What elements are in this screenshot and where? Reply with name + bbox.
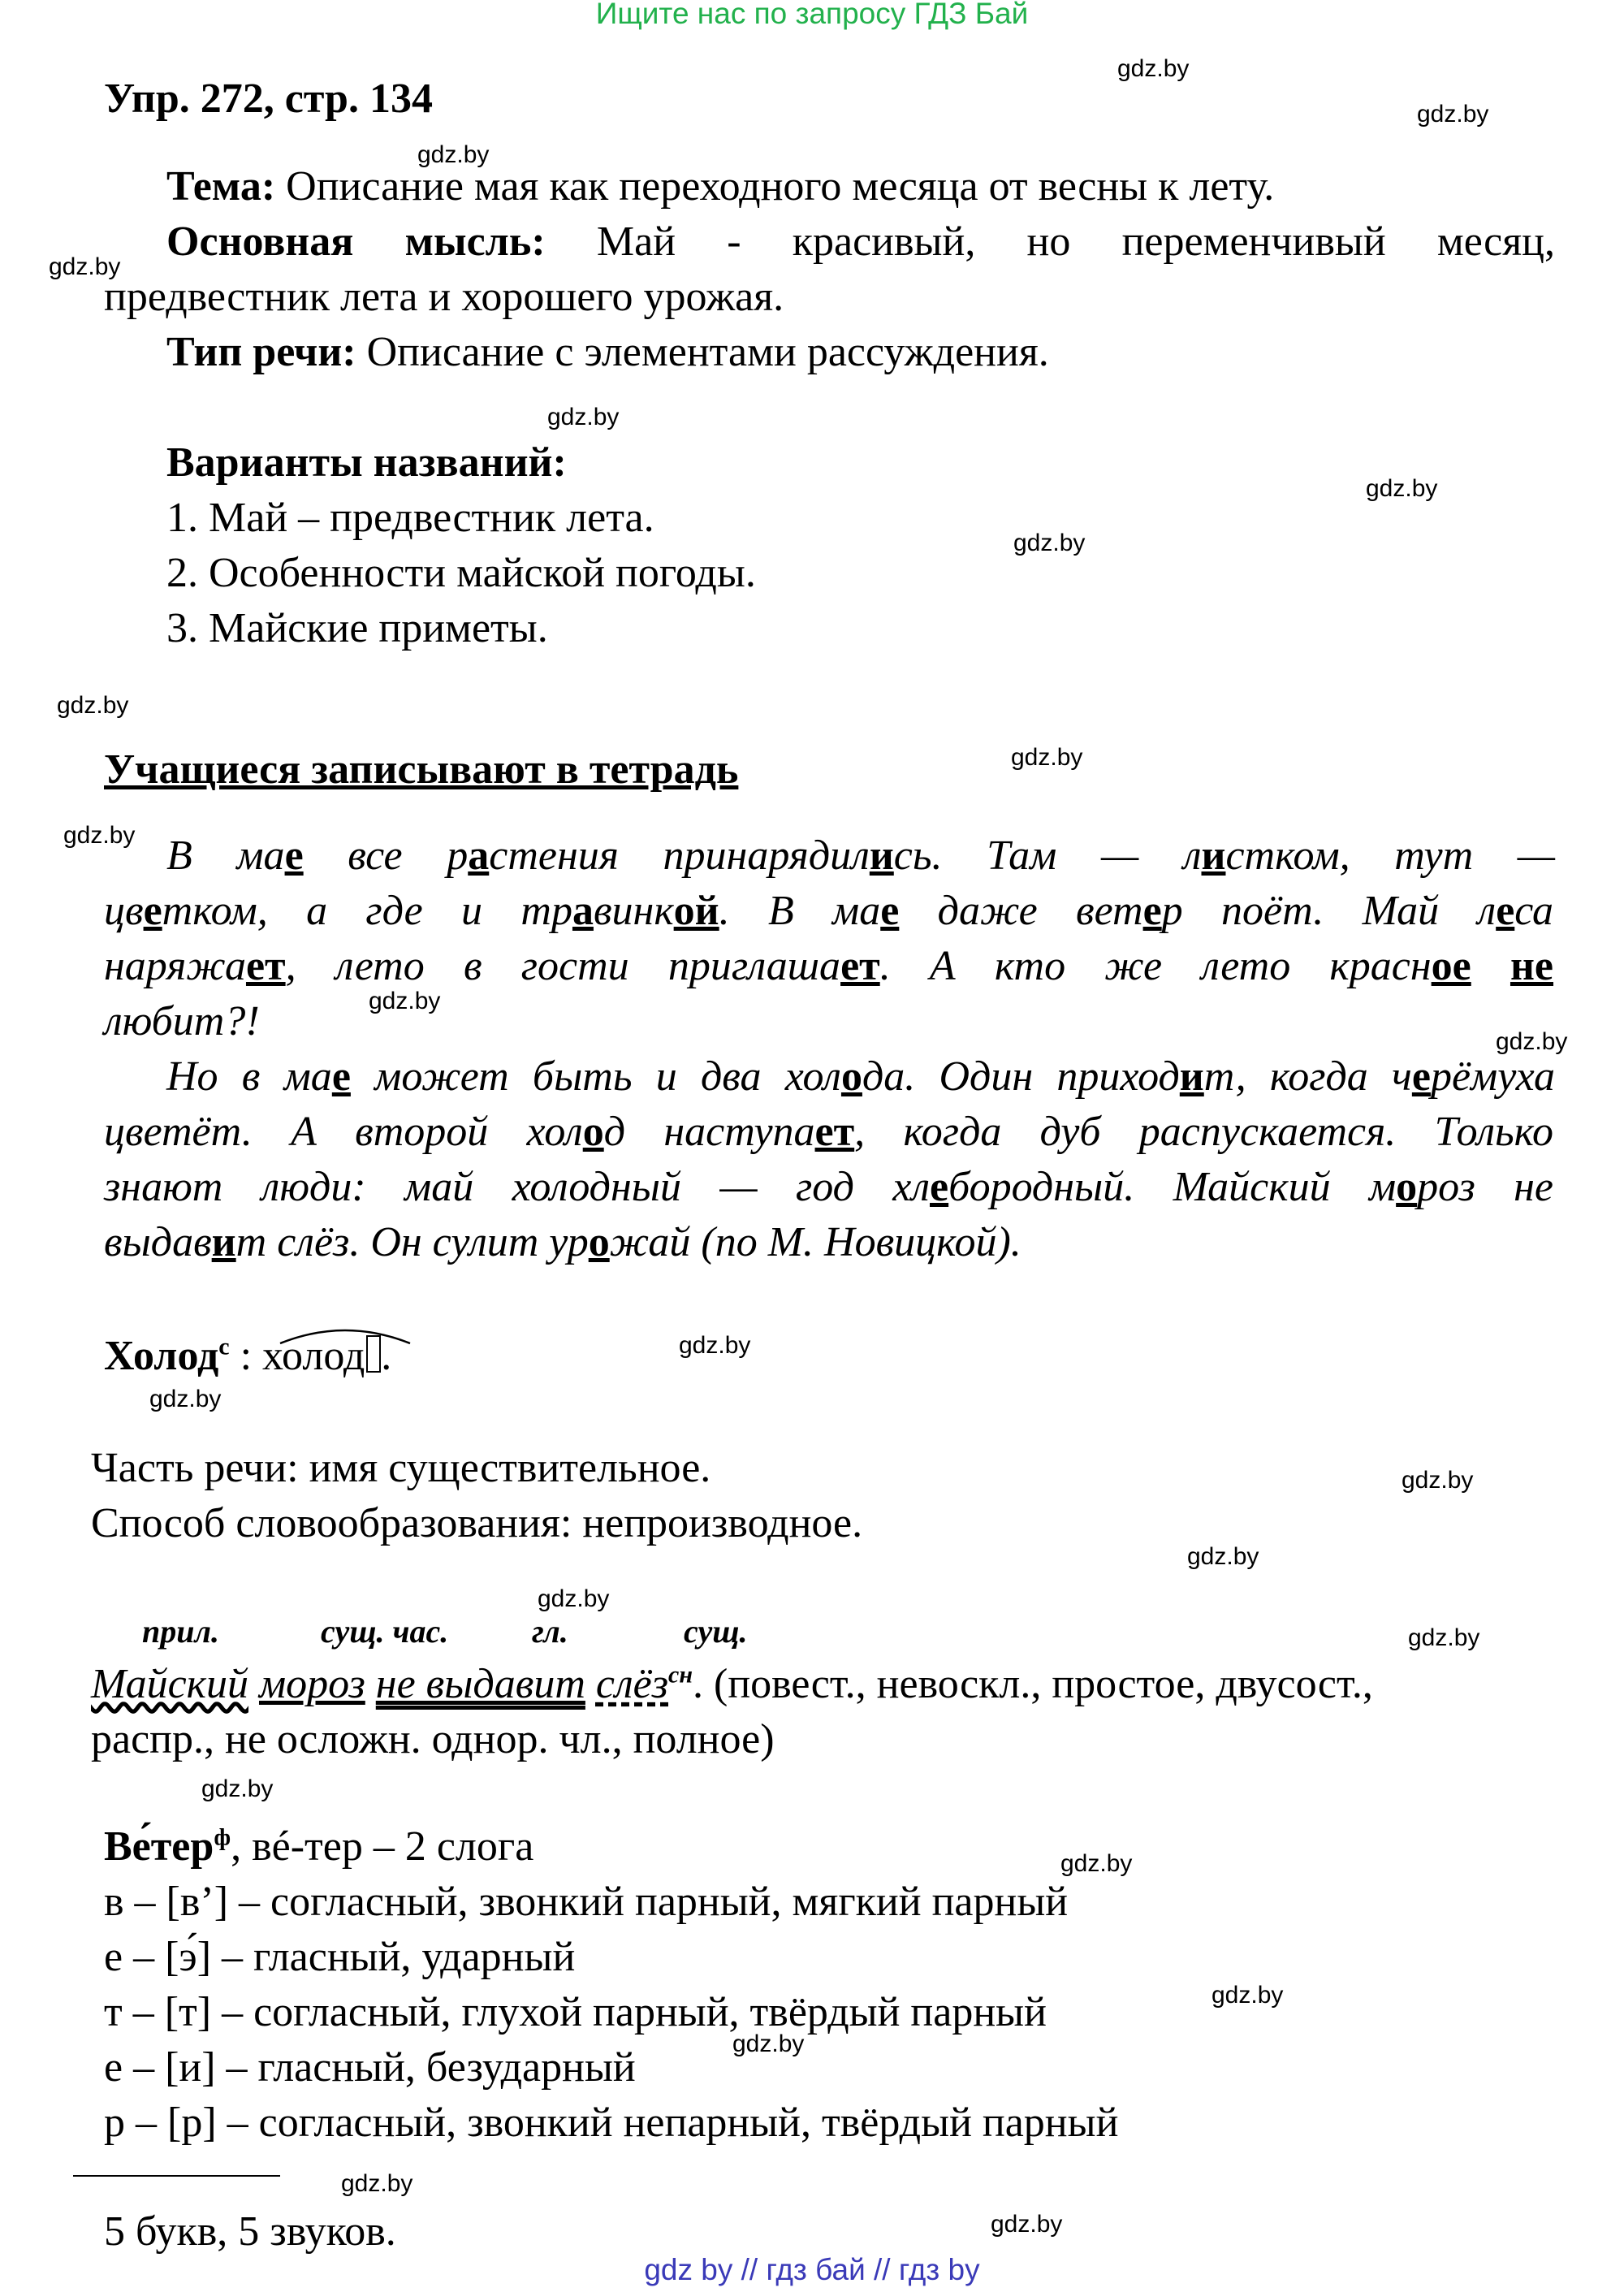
pos-tag: сущ. bbox=[684, 1613, 748, 1650]
title-variant: 2. Особенности майской погоды. bbox=[166, 550, 756, 596]
title-variant: 1. Май – предвестник лета. bbox=[166, 495, 654, 541]
spelling-mark: а bbox=[572, 888, 594, 934]
watermark: gdz.by bbox=[149, 1386, 222, 1412]
theme-text: Описание мая как переходного месяца от весны к лету. bbox=[275, 163, 1275, 210]
watermark: gdz.by bbox=[679, 1332, 751, 1359]
watermark: gdz.by bbox=[63, 822, 136, 849]
watermark: gdz.by bbox=[57, 692, 129, 719]
part-of-speech: Часть речи: имя существительное. bbox=[91, 1445, 711, 1491]
main-idea-label: Основная мысль: bbox=[166, 218, 546, 265]
analysis-sup: с bbox=[218, 1333, 230, 1360]
spelling-mark: и bbox=[869, 832, 894, 879]
spelling-mark: е bbox=[1142, 888, 1162, 934]
theme-line bbox=[166, 162, 1274, 210]
pos-tag: прил. bbox=[142, 1613, 220, 1650]
pos-tag: гл. bbox=[532, 1613, 568, 1650]
spelling-mark: о bbox=[840, 1053, 862, 1100]
spelling-mark: и bbox=[211, 1219, 236, 1265]
watermark: gdz.by bbox=[1013, 530, 1086, 556]
watermark: gdz.by bbox=[369, 988, 441, 1014]
spelling-mark: ое bbox=[1431, 943, 1471, 989]
watermark: gdz.by bbox=[1187, 1543, 1259, 1570]
watermark: gdz.by bbox=[1417, 101, 1489, 128]
title-variant: 3. Майские приметы. bbox=[166, 605, 548, 651]
spelling-mark: е bbox=[1496, 888, 1515, 934]
syntax-sentence: Майский мороз не выдавит слёз$^{сн}$. (повест., невоскл., простое, двусост., bbox=[91, 1661, 1373, 1707]
phonetic-row: в – [в’] – согласный, звонкий парный, мягкий парный bbox=[104, 1879, 1069, 1925]
bottom-banner: gdz by // гдз бай // гдз by bbox=[644, 2253, 980, 2286]
title-variants-heading: Варианты названий: bbox=[166, 439, 567, 486]
watermark: gdz.by bbox=[1408, 1624, 1480, 1651]
main-idea-text: Май - красивый, но переменчивый месяц, bbox=[545, 218, 1555, 265]
dictation-line: наряжает, лето в гости приглашает. А кто же лето красное не bbox=[104, 943, 1554, 989]
watermark: gdz.by bbox=[201, 1775, 274, 1802]
dictation-line: цветёт. А второй холод наступает, когда дуб распускается. Только bbox=[104, 1109, 1553, 1155]
main-idea-line bbox=[166, 218, 1555, 266]
watermark: gdz.by bbox=[417, 141, 490, 168]
dictation-line: любит?! bbox=[104, 998, 260, 1044]
watermark: gdz.by bbox=[1117, 55, 1190, 82]
phonetic-header: Ве́тер$^ф$, вé-тер – 2 слога bbox=[104, 1823, 534, 1870]
root-word: холод bbox=[262, 1333, 365, 1379]
sentence-sup: сн bbox=[668, 1661, 693, 1689]
phonetic-summary: 5 букв, 5 звуков. bbox=[104, 2208, 396, 2255]
speech-type-label: Тип речи: bbox=[166, 329, 356, 375]
dictation-line: цветком, а где и травинкой. В мае даже ветер поёт. Май леса bbox=[104, 888, 1554, 934]
spelling-mark: е bbox=[284, 832, 304, 879]
dictation-line: Но в мае может быть и два холода. Один приходит, когда черёмуха bbox=[166, 1053, 1556, 1100]
formation-method: Способ словообразования: непроизводное. bbox=[91, 1500, 863, 1546]
spelling-mark: и bbox=[1179, 1053, 1204, 1100]
watermark: gdz.by bbox=[547, 404, 620, 430]
spelling-mark: ет bbox=[840, 943, 880, 989]
spelling-mark: ет bbox=[245, 943, 286, 989]
spelling-mark: не bbox=[1510, 943, 1554, 989]
watermark: gdz.by bbox=[1011, 744, 1083, 771]
watermark: gdz.by bbox=[1402, 1467, 1474, 1494]
notebook-heading: Учащиеся записывают в тетрадь bbox=[104, 746, 739, 793]
watermark: gdz.by bbox=[1496, 1028, 1568, 1055]
phonetic-row: е – [э́] – гласный, ударный bbox=[104, 1934, 576, 1980]
spelling-mark: ет bbox=[814, 1109, 855, 1155]
syntax-sentence-continuation: распр., не осложн. однор. чл., полное) bbox=[91, 1716, 775, 1762]
top-banner: Ищите нас по запросу ГДЗ Бай bbox=[595, 0, 1029, 30]
phonetic-row: е – [и] – гласный, безударный bbox=[104, 2044, 636, 2091]
spelling-mark: а bbox=[468, 832, 490, 879]
spelling-mark: и bbox=[1201, 832, 1226, 879]
dictation-line: знают люди: май холодный — год хлебородный. Майский мороз не bbox=[104, 1164, 1553, 1210]
phonetic-row: т – [т] – согласный, глухой парный, твёрдый парный bbox=[104, 1989, 1047, 2035]
sentence-word-subject: мороз bbox=[258, 1661, 365, 1707]
analysis-word: Холод bbox=[104, 1333, 219, 1379]
spelling-mark: е bbox=[1411, 1053, 1431, 1100]
watermark: gdz.by bbox=[341, 2170, 413, 2197]
watermark: gdz.by bbox=[538, 1585, 610, 1612]
spelling-mark: о bbox=[582, 1109, 604, 1155]
spelling-mark: е bbox=[143, 888, 162, 934]
speech-type-line bbox=[166, 328, 1049, 376]
phonetic-word: Ве́тер bbox=[104, 1823, 214, 1870]
watermark: gdz.by bbox=[732, 2030, 805, 2057]
spelling-mark: е bbox=[930, 1164, 949, 1210]
main-idea-continuation: предвестник лета и хорошего урожая. bbox=[104, 274, 784, 320]
speech-type-text: Описание с элементами рассуждения. bbox=[356, 329, 1049, 375]
spelling-mark: о bbox=[588, 1219, 610, 1265]
spelling-mark: ой bbox=[673, 888, 719, 934]
spelling-mark: е bbox=[880, 888, 900, 934]
watermark: gdz.by bbox=[1366, 475, 1438, 502]
morpheme-analysis: Холод$^с$ : холод . bbox=[104, 1333, 392, 1379]
phonetic-sup: ф bbox=[214, 1823, 231, 1851]
sentence-word-predicate: не выдавит bbox=[375, 1661, 585, 1707]
watermark: gdz.by bbox=[49, 253, 121, 280]
watermark: gdz.by bbox=[1060, 1850, 1133, 1877]
sentence-word-attr: Майский bbox=[91, 1661, 248, 1707]
sentence-word-object: слёз bbox=[595, 1661, 669, 1707]
dictation-line: В мае все растения принарядились. Там — листком, тут — bbox=[166, 832, 1555, 879]
spelling-mark: е bbox=[331, 1053, 351, 1100]
dictation-line: выдавит слёз. Он сулит урожай (по М. Новицкой). bbox=[104, 1219, 1021, 1265]
summary-rule bbox=[73, 2175, 280, 2177]
watermark: gdz.by bbox=[991, 2211, 1063, 2238]
spelling-mark: о bbox=[1396, 1164, 1418, 1210]
exercise-header: Упр. 272, стр. 134 bbox=[104, 76, 433, 122]
watermark: gdz.by bbox=[1212, 1982, 1284, 2009]
pos-tag: сущ. час. bbox=[321, 1613, 449, 1650]
theme-label: Тема: bbox=[166, 163, 276, 210]
root-arc bbox=[276, 1322, 414, 1347]
phonetic-row: р – [р] – согласный, звонкий непарный, твёрдый парный bbox=[104, 2100, 1119, 2146]
